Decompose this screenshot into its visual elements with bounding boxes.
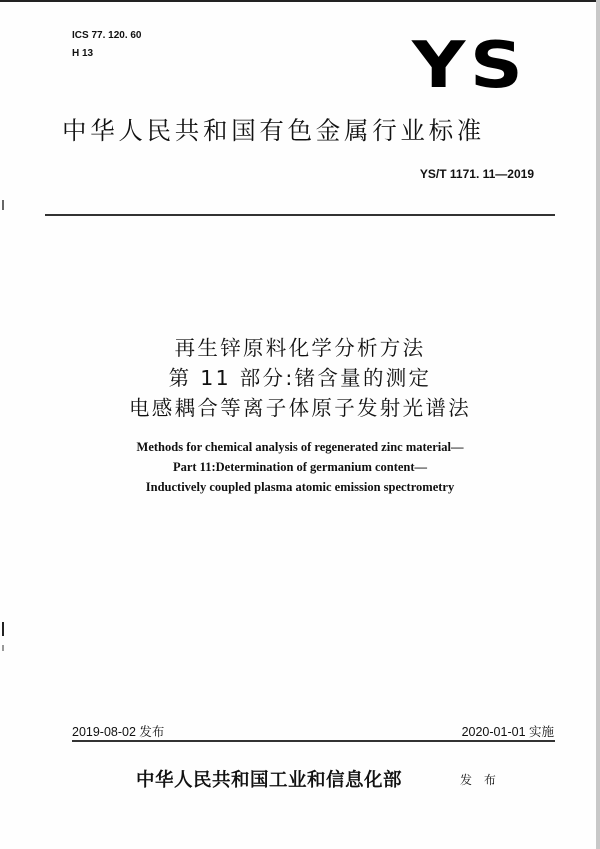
publisher-name: 中华人民共和国工业和信息化部 [136, 770, 403, 791]
english-title-line-2: Part 11:Determination of germanium content— [172, 460, 428, 474]
chinese-title-block [0, 333, 600, 423]
english-title-line-3: Inductively coupled plasma atomic emission spectrometry [145, 480, 455, 494]
scan-artifact-mark [2, 645, 4, 651]
dates-row [72, 722, 554, 742]
publish-label: 发 布 [460, 773, 500, 787]
footer-divider [72, 740, 555, 742]
chinese-title-line-3: 电感耦合等离子体原子发射光谱法 [129, 396, 471, 420]
ys-logo: YS [412, 29, 528, 103]
header-divider [45, 214, 555, 216]
ccs-code: H 13 [72, 48, 94, 59]
issue-date: 2019-08-02 发布 [72, 725, 165, 739]
english-title-block [0, 437, 600, 497]
standard-number: YS/T 1171. 11—2019 [419, 167, 534, 181]
implementation-date: 2020-01-01 实施 [461, 725, 554, 739]
chinese-title-line-1: 再生锌原料化学分析方法 [174, 336, 426, 360]
chinese-title-line-2: 第 11 部分:锗含量的测定 [168, 366, 432, 390]
top-scan-border [0, 0, 596, 2]
scan-artifact-mark [2, 200, 4, 210]
industry-standard-title: 中华人民共和国有色金属行业标准 [62, 116, 485, 145]
page-right-edge [596, 0, 600, 849]
ics-code: ICS 77. 120. 60 [72, 30, 142, 41]
scan-artifact-mark [2, 622, 4, 636]
english-title-line-1: Methods for chemical analysis of regenerated zinc material— [136, 440, 464, 454]
